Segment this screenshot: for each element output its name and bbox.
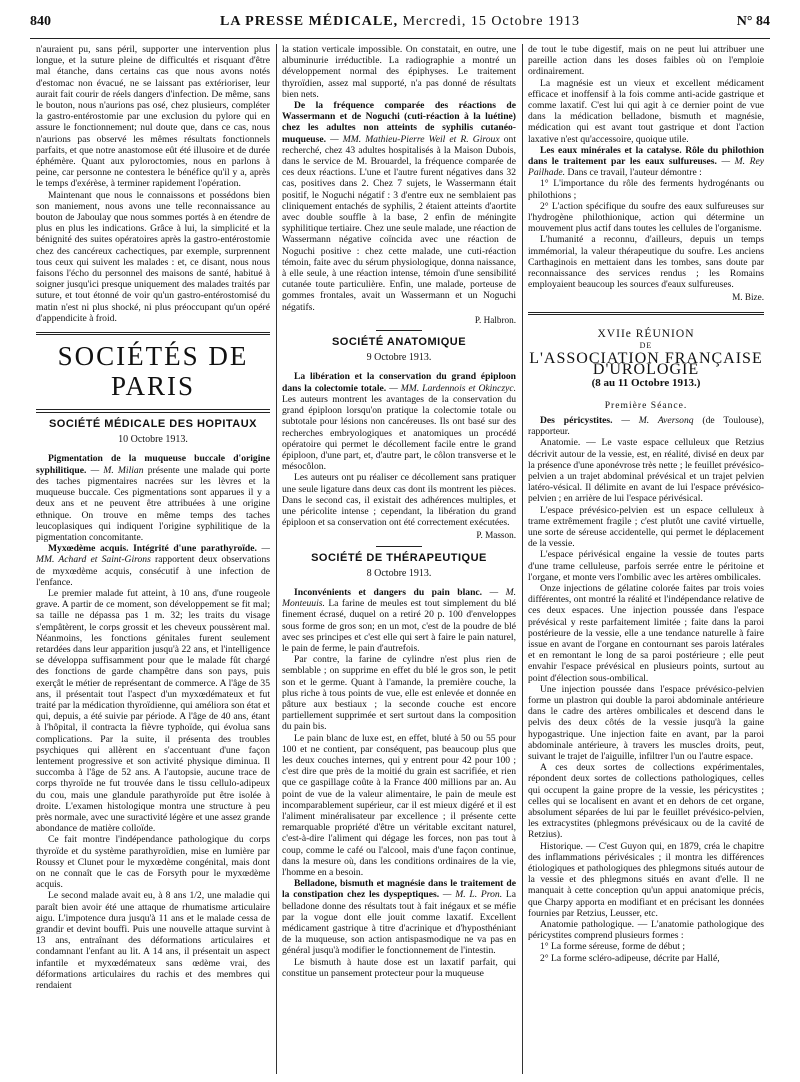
society-heading: SOCIÉTÉ DE THÉRAPEUTIQUE <box>311 551 487 564</box>
signature: M. Bize. <box>732 292 764 303</box>
list-item: 2° L'action spécifique du soufre des eaux sulfureuses sur l'hydrogène philothionique, action qui détermine un mouvement plus actif dans toutes les cellules de l'organisme. <box>528 200 764 235</box>
signature: P. Halbron. <box>474 314 516 325</box>
paragraph: A ces deux sortes de collections expérimentales, répondent deux sortes de collections pathologiques, celles qui occupent la gaine propre de la vessie, les péricystites ; celles qui se localisent en avant et en dehors de cet organe, absolument séparées de lui par le feuillet prévésico-pelvien, les extracystites (phlegmons prévésicaux ou de la cavité de Retzius). <box>528 762 764 841</box>
meeting-title: XVIIe RÉUNION <box>597 327 695 340</box>
paragraph: de tout le tube digestif, mais on ne peut lui attribuer une pareille action dans les doses faibles où on l'emploie ordinairement. <box>528 44 764 78</box>
article-lead: Myxœdème acquis. Intégrité d'une parathyroïde. <box>48 543 257 555</box>
article-text: ont recherché, chez 43 adultes hospitalisés à la Maison Dubois, dans le service de M. Brouardel, la fréquence comparée de ces deux réactions. L'une et l'autre furent négatives dans 32 cas, positives dans 2. Chez 7 sujets, le Wassermann était positif, le Noguchi négatif : 3 d'entre eux ne semblaient pas cliniquement entachés de syphilis, 2 étaient atteints d'aortite avec double souffle à la base, 2 enfin de méningite syphilitique tertiaire. Chez une seule malade, une réaction de Wassermann négative coïncida avec une réaction de Noguchi positive : chez cette malade, une cuti-réaction témoin, faite avec du sérum physiologique, donna naissance, à elle seule, à une réaction intense, témoin d'une sensibilité cutanée toute particulière. Enfin, une malade, porteuse de gommes frontales, avait un Wassermann et un Noguchi négatifs. <box>282 133 516 313</box>
column-1 <box>36 44 270 1074</box>
running-header <box>30 14 770 38</box>
article-text: rapportent deux observations de myxœdème acquis, consécutif à une infection de l'enfance. <box>36 554 270 588</box>
association-name: L'ASSOCIATION FRANÇAISE D'UROLOGIE <box>529 350 763 379</box>
paragraph: Historique. — C'est Guyon qui, en 1879, créa le chapitre des inflammations périvésicales ; il montra les différences étiologiques et pathologiques des phlegmons situés autour de la vessie et des phlegmons situés en avant d'elle. Il ne manquait à cette conception qu'un appui anatomique précis, que Charpy apporta en modifiant et en précisant les données fournies par Retzius, Leusser, etc. <box>528 840 764 919</box>
section-rule <box>36 332 270 335</box>
list-item: 2° La forme scléro-adipeuse, décrite par Hallé, <box>540 952 720 964</box>
column-3 <box>528 44 764 1074</box>
article-lead: Les eaux minérales et la catalyse. Rôle du philothion dans le traitement par les eaux sulfureuses. <box>528 144 764 168</box>
article-authors: — M. Rey Pailhade. <box>528 156 764 179</box>
article-paragraph <box>36 543 270 588</box>
article-paragraph <box>528 145 764 179</box>
society-heading: SOCIÉTÉ ANATOMIQUE <box>331 336 467 349</box>
article-authors: — MM. Achard et Saint-Girons <box>36 543 270 566</box>
article-lead: Inconvénients et dangers du pain blanc. <box>294 586 483 598</box>
article-text: La belladone donne des résultats tout à fait inégaux et se méfie par la vogue dont elle jouit comme laxatif. Excellent médicament gastrique à titre d'acrinique et d'hyposthéniant de la muqueuse, son action antispasmodique ne va pas en général jusqu'à modifier le fonctionnement de l'intestin. <box>282 889 516 957</box>
article-text: présente une malade qui porte des taches pigmentaires nacrées sur les lèvres et la muqueuse buccale. Ces pigmentations sont apparues il y a deux ans et ne peuvent être attribuées à une origine ethnique. On trouve en même temps des taches leucoplasiques qui indiquent l'origine syphilitique de la pigmentation concomitante. <box>36 464 270 543</box>
society-date: 9 Octobre 1913. <box>366 352 432 364</box>
page-number: 840 <box>30 14 51 29</box>
section-title: SOCIÉTÉS DE PARIS <box>57 341 249 402</box>
article-paragraph <box>282 100 516 313</box>
paragraph: la station verticale impossible. On constatait, en outre, une albuminurie irréductible. La radiographie a montré un développement normal des épiphyses. Le traitement thyroïdien, assez mal supporté, n'a pas donné de résultats bien nets. <box>282 44 516 100</box>
article-paragraph <box>282 371 516 472</box>
society-date: 10 Octobre 1913. <box>118 434 188 446</box>
journal-name: LA PRESSE MÉDICALE, <box>220 14 399 29</box>
society-heading: SOCIÉTÉ MÉDICALE DES HOPITAUX <box>48 418 258 431</box>
meeting-title-de: DE <box>639 340 653 350</box>
article-text: (de Toulouse), rapporteur. <box>528 414 764 438</box>
article-authors: — MM. Mathieu-Pierre Weil et R. Giroux <box>325 133 500 145</box>
column-2 <box>282 44 516 1074</box>
article-authors: — M. Aversonq <box>612 414 694 426</box>
paragraph: Anatomie pathologique. — L'anatomie pathologique des péricystites comprend plusieurs formes : <box>528 919 764 942</box>
society-date: 8 Octobre 1913. <box>366 567 432 579</box>
separator <box>376 546 422 547</box>
paragraph: Onze injections de gélatine colorée faites par trois voies différentes, ont montré la réalité et l'indépendance relative de ces deux espaces. Une injection poussée dans l'espace prévésical y reste parfaitement limitée ; faite dans la paroi postérieure de la vessie, elle a une tendance naturelle à faire issue en avant de l'organe en contournant ses parois latérales et en remontant le long de sa paroi postérieure ; elle peut envahir l'espace prévésical en plusieurs points, surtout au point d'élection sous-ombilical. <box>528 582 764 684</box>
header-rule <box>30 38 770 39</box>
paragraph: Le premier malade fut atteint, à 10 ans, d'une rougeole grave. A partir de ce moment, son développement se fit mal; sa taille ne dépassa pas 1 m. 32; les traits du visage s'empâtèrent, le corps grossit et les cheveux poussèrent mal. Néanmoins, les fonctions génitales furent seulement retardées dans leur apparition jusqu'à 22 ans, et l'intelligence se développa suffisamment pour que le malade fût chargé des fonctions de garde champêtre dans son pays, puis exerçât le métier de représentant de commerce. A l'âge de 35 ans, il présentait tout l'aspect d'un myxœdémateux et fut traité par la médication thyroïdienne, qui améliora son état et qui, depuis, a été suivie par période. A l'âge de 40 ans, étant à l'hôpital, il contracta la fièvre typhoïde, qui évolua sans complications. Par la suite, il présenta des troubles psychiques qui allèrent en s'accentuant d'une façon lentement progressive et son activité physique diminua. Il succomba à l'âge de 52 ans. A l'autopsie, aucune trace de corps thyroïde ne fut trouvée dans le tissu cellulo-adipeux du cou, mais une glandule parathyroïde put être isolée à droite. L'examen histologique montra une structure à peu près normale, avec une suractivité légère et une assez grande abondance de matière colloïde. <box>36 587 270 835</box>
issue-number: N° 84 <box>736 14 770 29</box>
paragraph: n'auraient pu, sans péril, supporter une intervention plus longue, et la suture pleine de difficultés et risquant d'être mal étanche, dans certains cas que nous avons notés d'estomac non évacué, ne se laissant pas extérioriser, leur aurait fait courir de réels dangers d'infection. De même, sans le bouton, nous n'aurions pas osé, chez plusieurs, compléter la gastro-entérostomie par une exclusion du pylore qui en assure le fonctionnement; nul doute que, dans ce cas, nous n'aurions pas observé les mêmes résultats fonctionnels parfaits, et que notre anastomose eût été illusoire et de durée éphémère. Quant aux pyloroctomies, nous en parlons à peine, car personne ne contestera le bénéfice qu'il y a, après le temps d'exérèse, à terminer rapidement l'opération. <box>36 44 270 190</box>
paragraph: Le pain blanc de luxe est, en effet, bluté à 50 ou 55 pour 100 et ne contient, par conséquent, pas beaucoup plus que les deux couches internes, qui y entrent pour 42 pour 100 ; c'est dire que près de la moitié du grain est sacrifiée, et rien que ce gaspillage coûte à la France 400 millions par an. Au point de vue de la valeur alimentaire, le pain de meule est incomparablement supérieur, car il est mieux digéré et il est l'aliment minéralisateur par excellence ; il présente cette remarquable propriété d'être un véritable excitant naturel, c'est-à-dire l'aliment qui dégage les forces, non pas tout à coup, comme le café ou l'alcool, mais d'une façon continue, dans la mesure où, dans les conditions ordinaires de la vie, l'homme en a besoin. <box>282 732 516 879</box>
list-item: 1° L'importance du rôle des ferments hydrogénants ou philothions ; <box>528 178 764 201</box>
article-authors: — M. Milian <box>90 464 144 476</box>
column-divider-2 <box>522 44 523 1074</box>
section-rule <box>528 312 764 315</box>
paragraph: L'espace périvésical engaine la vessie de toutes parts d'une trame celluleuse, parfois serrée entre le péritoine et l'organe, et monte vers l'ombilic avec les artères ombilicales. <box>528 549 764 583</box>
paragraph: Ce fait montre l'indépendance pathologique du corps thyroïde et du système parathyroïdien, mise en lumière par Roussy et Clunet pour le myxœdème congénital, mais dont on ne connaît que le cas de Forsyth pour le myxœdème acquis. <box>36 834 270 891</box>
issue-date: Mercredi, 15 Octobre 1913 <box>402 14 580 29</box>
article-lead: Belladone, bismuth et magnésie dans le traitement de la constipation chez les dyspeptiques. <box>282 878 516 901</box>
meeting-dates: (8 au 11 Octobre 1913.) <box>591 377 701 390</box>
article-paragraph <box>36 453 270 543</box>
list-item: 1° La forme séreuse, forme de début ; <box>540 941 686 953</box>
article-authors: — MM. Lardennois et Okinczyc. <box>386 382 516 394</box>
paragraph: Maintenant que nous le connaissons et possédons bien son maniement, nous avons une telle reconnaissance au bouton de Jaboulay que nous sommes portés à en étendre de plus en plus les indications. Grâce à lui, la simplicité et la bénignité des suites opératoires après la gastro-entérostomie chez des cancéreux cachectiques, par exemple, surprennent tous ceux qui suivent les malades : et, ce disant, nous nous faisons l'écho du personnel des maisons de santé, habitué à soigner jusqu'ici presque uniquement des malades traités par suture, et tout étonné de voir qu'un gastro-entérostomisé du matin n'est ni plus shocké, ni plus préoccupant qu'un opéré d'appendicite à froid. <box>36 189 270 324</box>
paragraph: Par contre, la farine de cylindre n'est plus rien de semblable ; on supprime en effet du blé le gros son, le petit son et le germe. Quant à l'amande, la première couche, la plus riche à tous points de vue, elle est enlevée et donnée en pâture aux bestiaux ; la seconde couche est encore partiellement supprimée et sert surtout dans la composition du pain bis. <box>282 654 516 733</box>
paragraph: Les auteurs ont pu réaliser ce décollement sans pratiquer une seule ligature dans deux cas dont ils montrent les pièces. Dans le second cas, il existait des adhérences multiples, et une péricolite intense ; cependant, la libération du grand épiploon et sa conservation ont été correctement exécutées. <box>282 472 516 529</box>
article-paragraph <box>282 587 516 654</box>
paragraph: L'humanité a reconnu, d'ailleurs, depuis un temps immémorial, la valeur thérapeutique du soufre. Les anciens Carthaginois en mettaient dans les tombes, sans doute par reconnaissance des services rendus ; les Romains employaient beaucoup les sources d'eaux sulfureuses. <box>528 234 764 291</box>
article-paragraph <box>282 878 516 956</box>
article-lead: La libération et la conservation du grand épiploon dans la colectomie totale. <box>282 371 516 394</box>
article-paragraph <box>528 415 764 437</box>
signature: P. Masson. <box>476 530 516 541</box>
paragraph: La magnésie est un vieux et excellent médicament efficace et inoffensif à la fois comme anti-acide gastrique et comme laxatif. C'est lui qui agit à ce dernier point de vue dans la médication belladone, bismuth et magnésie, médication qui est avant tout gastrique et dont l'action laxative n'est qu'accessoire, quoique utile. <box>528 77 764 145</box>
journal-title <box>220 14 580 30</box>
session-heading: Première Séance. <box>604 399 688 411</box>
article-text: Les auteurs montrent les avantages de la conservation du grand épiploon lorsqu'on pratique la colectomie totale ou subtotale pour lésions non cancéreuses. Ils ont basé sur des recherches embryologiques et anatomiques un procédé opératoire qui permet le décollement facile entre le grand épiploon, d'une part, et, d'autre part, le côlon transverse et le mésocôlon. <box>282 393 516 473</box>
article-text: Dans ce travail, l'auteur démontre : <box>565 167 702 179</box>
separator <box>376 330 422 331</box>
paragraph: Une injection poussée dans l'espace prévésico-pelvien forme un plastron qui double la paroi abdominale antérieure dans le cadre des artères ombilicales et descend dans le pelvis des deux côtés de la vessie jusqu'à la gaine hypogastrique. Une injection faite en avant, par la paroi abdominale antérieure, à travers les muscles droits, peut, suivant le trajet de l'aiguille, infiltrer l'un ou l'autre espace. <box>528 683 764 762</box>
article-lead: Pigmentation de la muqueuse buccale d'origine syphilitique. <box>36 453 270 476</box>
article-authors: — M. L. Pron. <box>439 889 503 901</box>
paragraph: Le second malade avait eu, à 8 ans 1/2, une maladie qui paraît bien avoir été une attaque de rhumatisme articulaire aigu. L'impotence dura jusqu'à 11 ans et le malade cessa de grandir et devint bouffi. Puis une nouvelle attaque survint à 13 ans, entraînant des déformations articulaires et condamnant l'enfant au lit. A 14 ans, il présentait un aspect infantile et myxœdémateux sans œdème vrai, des déformations articulaires du rachis et des membres qui rendaient <box>36 890 270 992</box>
column-divider-1 <box>276 44 277 1074</box>
paragraph: Anatomie. — Le vaste espace celluleux que Retzius décrivit autour de la vessie, est, en réalité, divisé en deux par la présence d'une aponévrose très nette ; le feuillet prévésico-pelvien a un trajet abdominal prévésical et un trajet pelvien latéro-vésical. Il délimite en avant de lui l'espace prévésico-pelvien ; en arrière de lui l'espace périvésical. <box>528 437 764 505</box>
article-lead: Des péricystites. <box>540 414 613 426</box>
paragraph: L'espace prévésico-pelvien est un espace celluleux à trame extrêmement fragile ; c'est plutôt une cavité virtuelle, une sorte de séreuse accidentelle, qui permet le déplacement de la vessie. <box>528 504 764 550</box>
article-lead: De la fréquence comparée des réactions de Wassermann et de Noguchi (cuti-réaction à la luétine) chez les adultes non atteints de syphilis cutanéo-muqueuse. <box>282 100 516 145</box>
article-authors: — M. Monteuuis. <box>282 586 516 610</box>
article-text: La farine de meules est tout simplement du blé finement écrasé, duquel on a retiré 20 p. 100 d'enveloppes sous forme de gros son; en un mot, c'est de la poudre de blé avec ses principes et c'est elle qui sert à faire le pain naturel, le pain de ferme, le pain d'autrefois. <box>282 598 516 654</box>
section-rule <box>36 409 270 413</box>
paragraph: Le bismuth à haute dose est un laxatif parfait, qui constitue un pansement protecteur pour la muqueuse <box>282 956 516 979</box>
